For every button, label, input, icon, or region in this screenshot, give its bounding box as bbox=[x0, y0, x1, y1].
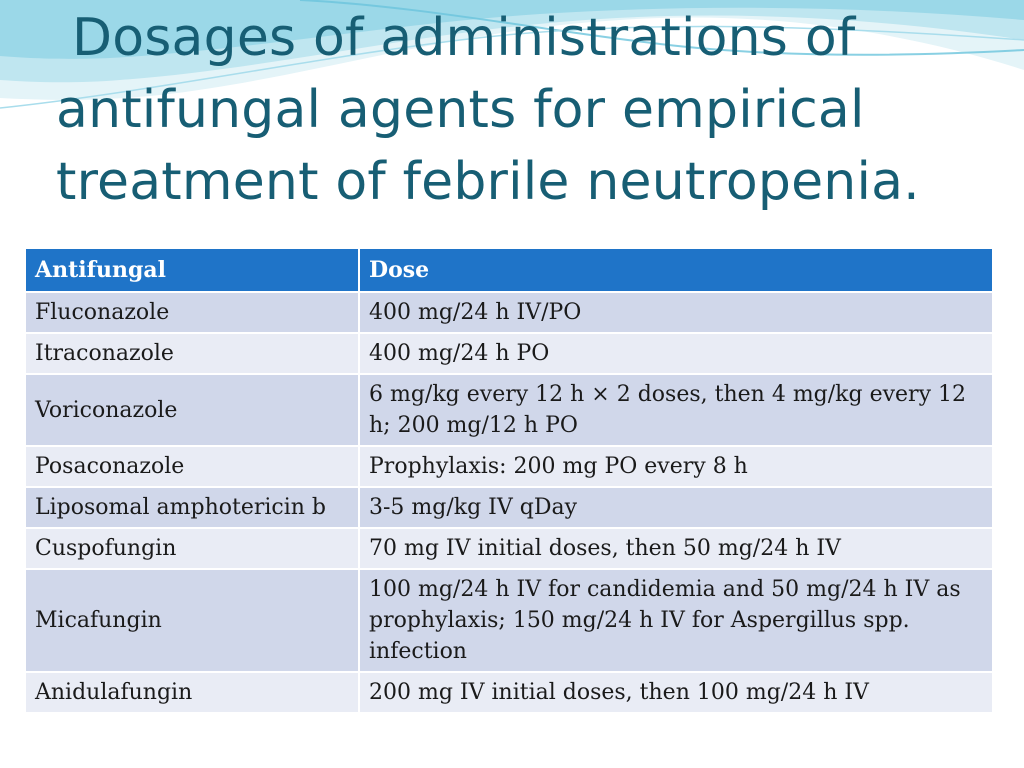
slide-title-line-3: treatment of febrile neutropenia. bbox=[56, 152, 920, 212]
cell-antifungal: Liposomal amphotericin b bbox=[25, 487, 359, 528]
cell-dose: 70 mg IV initial doses, then 50 mg/24 h IV bbox=[359, 528, 993, 569]
cell-antifungal: Itraconazole bbox=[25, 333, 359, 374]
slide-title-line-2: antifungal agents for empirical bbox=[56, 80, 865, 140]
table-row bbox=[25, 374, 993, 446]
table-row bbox=[25, 569, 993, 672]
cell-dose: 400 mg/24 h IV/PO bbox=[359, 292, 993, 333]
cell-antifungal: Voriconazole bbox=[25, 374, 359, 446]
table-row bbox=[25, 333, 993, 374]
cell-dose: 400 mg/24 h PO bbox=[359, 333, 993, 374]
table-row bbox=[25, 487, 993, 528]
cell-antifungal: Fluconazole bbox=[25, 292, 359, 333]
cell-antifungal: Anidulafungin bbox=[25, 672, 359, 713]
table-row bbox=[25, 446, 993, 487]
cell-dose: 6 mg/kg every 12 h × 2 doses, then 4 mg/kg every 12 h; 200 mg/12 h PO bbox=[359, 374, 993, 446]
cell-dose: 200 mg IV initial doses, then 100 mg/24 h IV bbox=[359, 672, 993, 713]
cell-dose: 3-5 mg/kg IV qDay bbox=[359, 487, 993, 528]
table-header-row bbox=[25, 248, 993, 292]
cell-dose: 100 mg/24 h IV for candidemia and 50 mg/24 h IV as prophylaxis; 150 mg/24 h IV for Aspergillus spp. infection bbox=[359, 569, 993, 672]
header-antifungal: Antifungal bbox=[25, 248, 359, 292]
slide-title bbox=[56, 2, 986, 218]
header-dose: Dose bbox=[359, 248, 993, 292]
table-row bbox=[25, 672, 993, 713]
cell-antifungal: Micafungin bbox=[25, 569, 359, 672]
cell-antifungal: Posaconazole bbox=[25, 446, 359, 487]
antifungal-dose-table bbox=[24, 247, 994, 714]
slide-title-line-1: Dosages of administrations of bbox=[72, 8, 856, 68]
cell-antifungal: Cuspofungin bbox=[25, 528, 359, 569]
table-row bbox=[25, 292, 993, 333]
cell-dose: Prophylaxis: 200 mg PO every 8 h bbox=[359, 446, 993, 487]
table-row bbox=[25, 528, 993, 569]
